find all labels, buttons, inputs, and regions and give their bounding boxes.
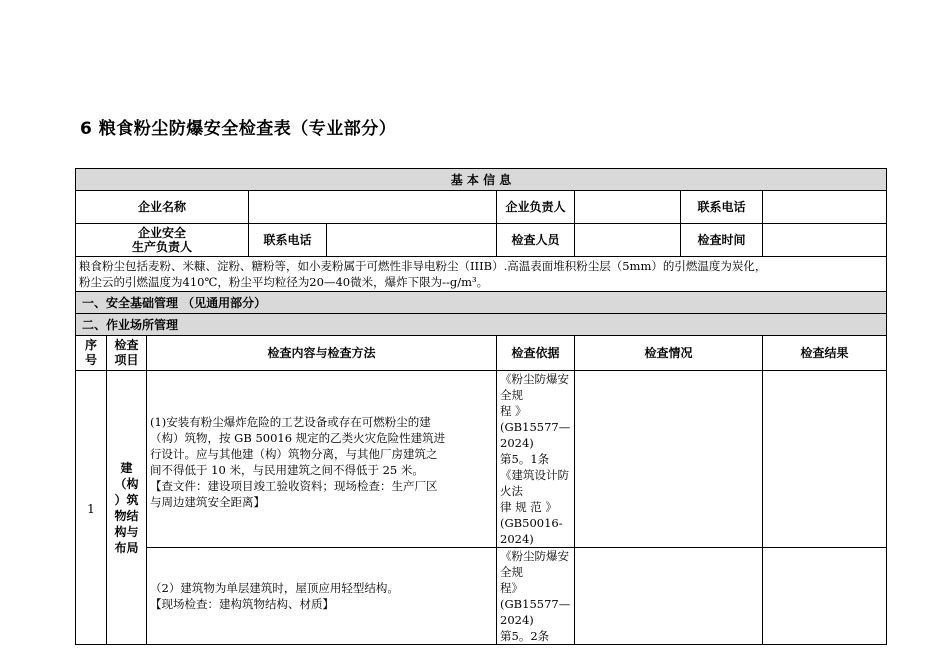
dust-note [76,257,887,292]
row-item-line: 物结 [114,508,139,523]
row-item [107,371,147,645]
page-title: 6 粮食粉尘防爆安全检查表（专业部分） [80,119,397,139]
basis-line: 程 》 (GB15577— [500,404,571,434]
basis-line: 律 规 范 》 [500,500,557,514]
basis-line: 《粉尘防爆安全规 [500,372,569,402]
section-basic-management: 一、安全基础管理 （见通用部分） [76,292,887,314]
content-line: 【现场检查：建构筑物结构、材质】 [150,597,334,611]
basis-line: 第5。2条 [500,629,550,643]
column-item [107,336,147,371]
content-line: （2）建筑物为单层建筑时，屋顶应用轻型结构。 [150,581,399,595]
dust-note-line2: 粉尘云的引燃温度为410℃，粉尘平均粒径为20—40微米，爆炸下限为--g/m³。 [79,275,489,289]
basic-info-header: 基 本 信 息 [76,169,887,191]
content-line: (1)安装有粉尘爆炸危险的工艺设备或存在可燃粉尘的建 [150,415,431,429]
company-head-value[interactable] [575,191,681,224]
phone-label: 联系电话 [681,191,763,224]
inspector-label: 检查人员 [497,224,575,257]
basis-line: 《粉尘防爆安全规 [500,549,569,579]
check-content-2 [147,548,497,645]
column-item-line2: 项目 [114,353,139,367]
row-item-line: （构 [114,476,139,491]
column-result: 检查结果 [763,336,887,371]
basis-line: 《建筑设计防火法 [500,468,569,498]
column-seq-line2: 号 [84,353,97,367]
check-basis-2 [497,548,575,645]
safety-head-label-line2: 生产负责人 [131,240,192,254]
content-line: 与周边建筑安全距离】 [150,495,265,509]
row-item-line: 建 [120,460,133,475]
check-status-1[interactable] [575,371,763,548]
row-item-line: 构与 [114,524,139,539]
check-basis-1 [497,371,575,548]
row-seq: 1 [76,371,107,645]
check-content-1 [147,371,497,548]
check-status-2[interactable] [575,548,763,645]
row-item-line: 布局 [114,540,139,555]
column-seq-line1: 序 [84,338,97,352]
safety-head-label [76,224,249,257]
inspection-table [75,168,887,645]
phone-value[interactable] [763,191,887,224]
company-name-label: 企业名称 [76,191,249,224]
company-head-label: 企业负责人 [497,191,575,224]
basis-line: (GB50016-2024) [500,516,563,546]
phone-label-2: 联系电话 [249,224,327,257]
inspector-value[interactable] [575,224,681,257]
column-content: 检查内容与检查方法 [147,336,497,371]
basis-line: 第5。1条 [500,452,550,466]
time-value[interactable] [763,224,887,257]
dust-note-line1: 粮食粉尘包括麦粉、米糠、淀粉、糖粉等，如小麦粉属于可燃性非导电粉尘（IIIB）.高温表面堆积粉尘层（5mm）的引燃温度为炭化， [79,259,767,273]
content-line: 间不得低于 10 米，与民用建筑之间不得低于 25 米。 [150,463,424,477]
row-item-line: ）筑 [114,492,139,507]
column-basis-cell: 检查依据 [497,336,575,371]
basis-line: 程》(GB15577— [500,581,571,611]
check-result-2[interactable] [763,548,887,645]
content-line: 行设计。应与其他建（构）筑物分离，与其他厂房建筑之 [150,447,438,461]
basis-line: 2024) [500,613,534,627]
safety-head-label-line1: 企业安全 [137,226,186,240]
check-result-1[interactable] [763,371,887,548]
section-workplace-management: 二、作业场所管理 [76,314,887,336]
company-name-value[interactable] [249,191,497,224]
column-item-line1: 检查 [114,338,139,352]
phone-value-2[interactable] [327,224,497,257]
column-status: 检查情况 [575,336,763,371]
column-seq [76,336,107,371]
content-line: （构）筑物，按 GB 50016 规定的乙类火灾危险性建筑进 [150,431,446,445]
basis-line: 2024) [500,436,534,450]
content-line: 【查文件：建设项目竣工验收资料；现场检查：生产厂区 [150,479,438,493]
time-label: 检查时间 [681,224,763,257]
